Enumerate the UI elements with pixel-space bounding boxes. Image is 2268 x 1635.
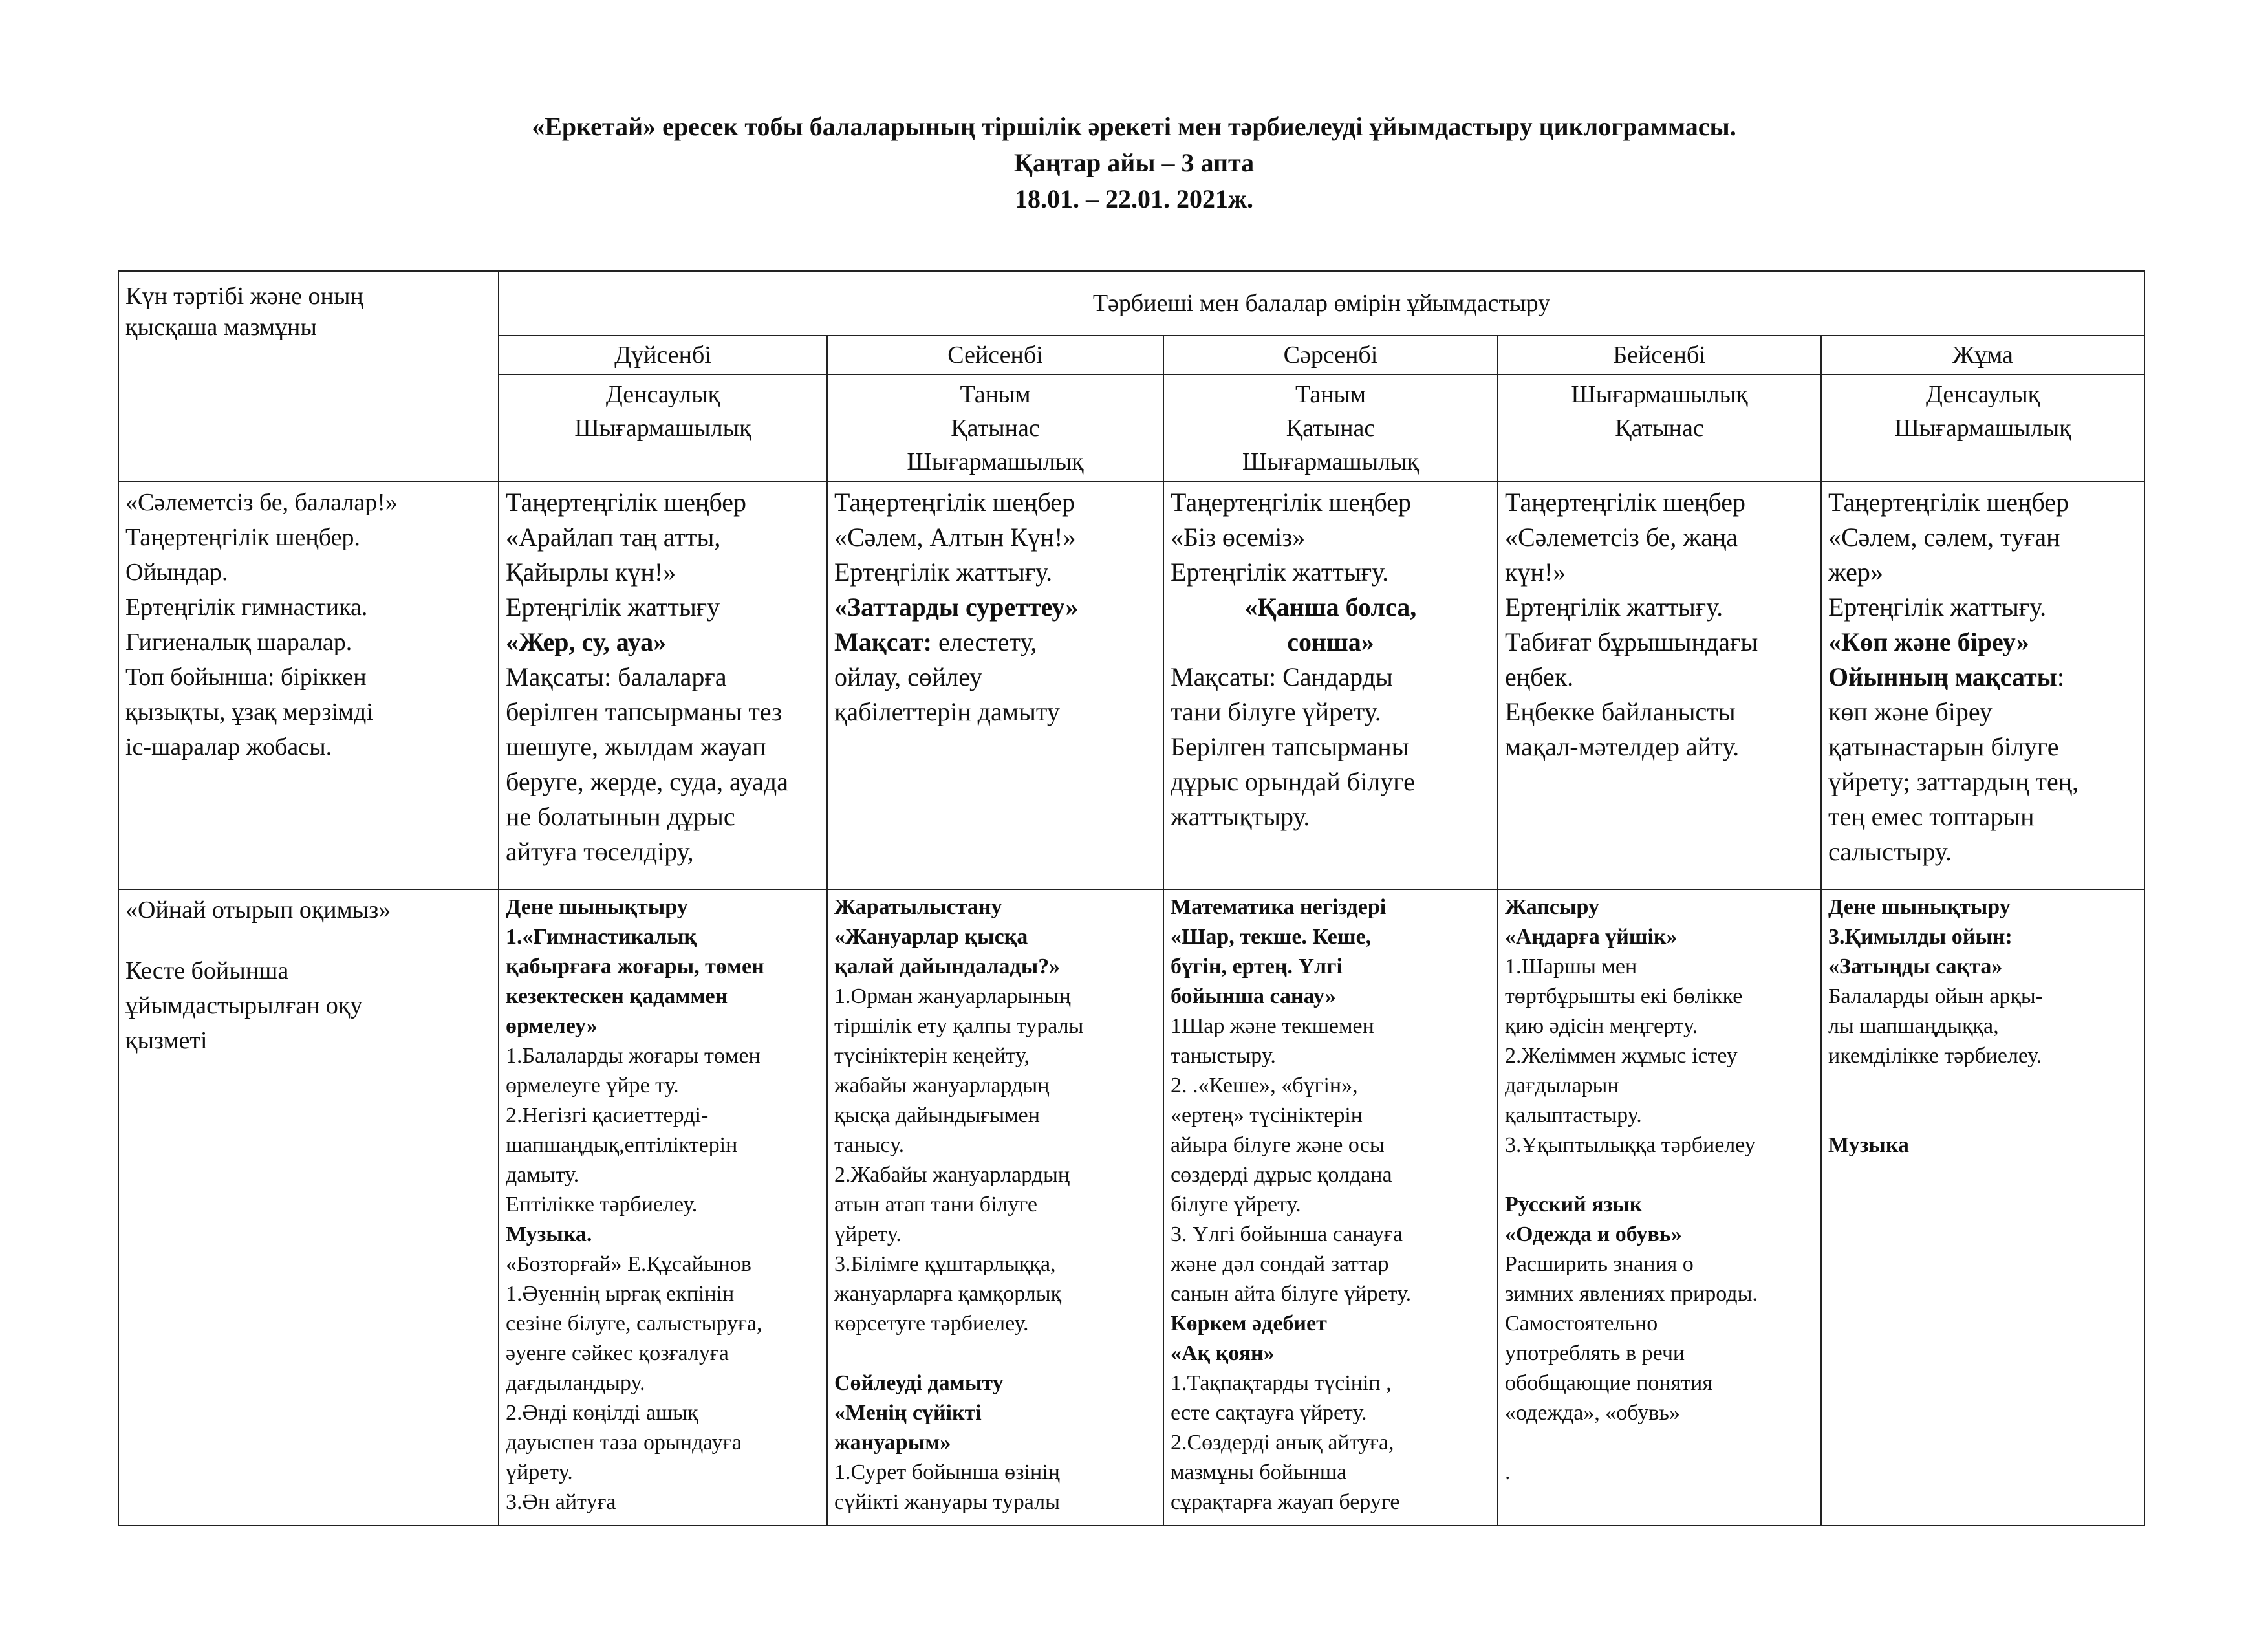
morning-monday: Таңертеңгілік шеңбер «Арайлап таң атты, Қайырлы күн!» Ертеңгілік жаттығу «Жер, су, ауа» Мақсаты: балаларға берілген тапсырманы тез шешуге, жылдам жауап беруге, жерде, суда, ауада не болатынын дұрыс айтуға төселдіру, [499, 482, 827, 889]
document-header [0, 109, 2268, 217]
morning-friday: Таңертеңгілік шеңбер «Сәлем, сәлем, туған жер» Ертеңгілік жаттығу. «Көп және біреу» Ойынның мақсаты: көп және біреу қатынастарын білуге үйрету; заттардың тең, тең емес топтарын салыстыру. [1821, 482, 2144, 889]
morning-tuesday: Таңертеңгілік шеңбер «Сәлем, Алтын Күн!» Ертеңгілік жаттығу. «Заттарды суреттеу» Мақсат: елестету, ойлау, сөйлеу қабілеттерін дамыту [827, 482, 1163, 889]
morning-wednesday: Таңертеңгілік шеңбер «Біз өсеміз» Ертеңгілік жаттығу. «Қанша болса, сонша» Мақсаты: Сандарды тани білуге үйрету. Берілген тапсырманы дұрыс орындай білуге жаттықтыру. [1163, 482, 1498, 889]
day-thursday: Бейсенбі [1498, 336, 1821, 374]
directions-thursday: Шығармашылық Қатынас [1498, 374, 1821, 482]
row-study [118, 889, 2144, 1526]
day-tuesday: Сейсенбі [827, 336, 1163, 374]
directions-monday: Денсаулық Шығармашылық [499, 374, 827, 482]
day-wednesday: Сәрсенбі [1163, 336, 1498, 374]
morning-thursday: Таңертеңгілік шеңбер «Сәлеметсіз бе, жаңа күн!» Ертеңгілік жаттығу. Табиғат бұрышындағы еңбек. Еңбекке байланысты мақал-мәтелдер айту. [1498, 482, 1821, 889]
row-study-head: «Ойнай отырып оқимыз» Кесте бойынша ұйымдастырылған оқу қызметі [118, 889, 499, 1526]
study-friday: Дене шынықтыру 3.Қимылды ойын: «Затыңды сақта» Балаларды ойын арқы- лы шапшаңдыққа, икемділікке тәрбиелеу. Музыка [1821, 889, 2144, 1526]
day-friday: Жұма [1821, 336, 2144, 374]
study-wednesday: Математика негіздері «Шар, текше. Кеше, бүгін, ертең. Үлгі бойынша санау» 1Шар және текшемен таныстыру. 2. .«Кеше», «бүгін», «ертең» түсініктерін айыра білуге және осы сөздерді дұрыс қолдана білуге үйрету. 3. Үлгі бойынша санауға және дәл сондай заттар санын айта білуге үйрету. Көркем әдебиет «Ақ қоян» 1.Тақпақтарды түсініп , есте сақтауға үйрету. 2.Сөздерді анық айтуға, мазмұны бойынша сұрақтарға жауап беруге [1163, 889, 1498, 1526]
study-tuesday: Жаратылыстану «Жануарлар қысқа қалай дайындалады?» 1.Орман жануарларының тіршілік ету қалпы туралы түсініктерін кеңейту, жабайы жануарлардың қысқа дайындығымен танысу. 2.Жабайы жануарлардың атын атап тани білуге үйрету. 3.Білімге құштарлыққа, жануарларға қамқорлық көрсетуге тәрбиелеу. Сөйлеуді дамыту «Менің сүйікті жануарым» 1.Сурет бойынша өзінің сүйікті жануары туралы [827, 889, 1163, 1526]
study-thursday: Жапсыру «Аңдарға үйшік» 1.Шаршы мен төртбұрышты екі бөлікке қию әдісін меңгерту. 2.Желіммен жұмыс істеу дағдыларын қалыптастыру. 3.Ұқыптылыққа тәрбиелеу Русский язык «Одежда и обувь» Расширить знания о зимних явлениях природы. Самостоятельно употреблять в речи обобщающие понятия «одежда», «обувь» . [1498, 889, 1821, 1526]
document-title: «Еркетай» ересек тобы балаларының тіршілік әрекеті мен тәрбиелеуді ұйымдастыру циклограммасы. [532, 112, 1736, 141]
cyclogram-table [118, 270, 2145, 1526]
corner-header: Күн тәртібі және оның қысқаша мазмұны [118, 271, 499, 482]
date-range: 18.01. – 22.01. 2021ж. [1014, 184, 1253, 213]
row-morning [118, 482, 2144, 889]
month-week: Қаңтар айы – 3 апта [1013, 148, 1255, 177]
day-monday: Дүйсенбі [499, 336, 827, 374]
directions-wednesday: Таным Қатынас Шығармашылық [1163, 374, 1498, 482]
study-monday: Дене шынықтыру 1.«Гимнастикалық қабырғаға жоғары, төмен кезектескен қадаммен өрмелеу» 1.Балаларды жоғары төмен өрмелеуге үйре ту. 2.Негізгі қасиеттерді- шапшаңдық,ептіліктерін дамыту. Ептілікке тәрбиелеу. Музыка. «Бозторғай» Е.Құсайынов 1.Әуеннің ырғақ екпінін сезіне білуге, салыстыруға, әуенге сәйкес қозғалуға дағдыландыру. 2.Әнді көңілді ашық дауыспен таза орындауға үйрету. 3.Ән айтуға [499, 889, 827, 1526]
directions-tuesday: Таным Қатынас Шығармашылық [827, 374, 1163, 482]
organization-caption: Тәрбиеші мен балалар өмірін ұйымдастыру [499, 271, 2144, 336]
row-morning-head: «Сәлеметсіз бе, балалар!» Таңертеңгілік шеңбер. Ойындар. Ертеңгілік гимнастика. Гигиеналық шаралар. Топ бойынша: біріккен қызықты, ұзақ мерзімді іс-шаралар жобасы. [118, 482, 499, 889]
directions-friday: Денсаулық Шығармашылық [1821, 374, 2144, 482]
